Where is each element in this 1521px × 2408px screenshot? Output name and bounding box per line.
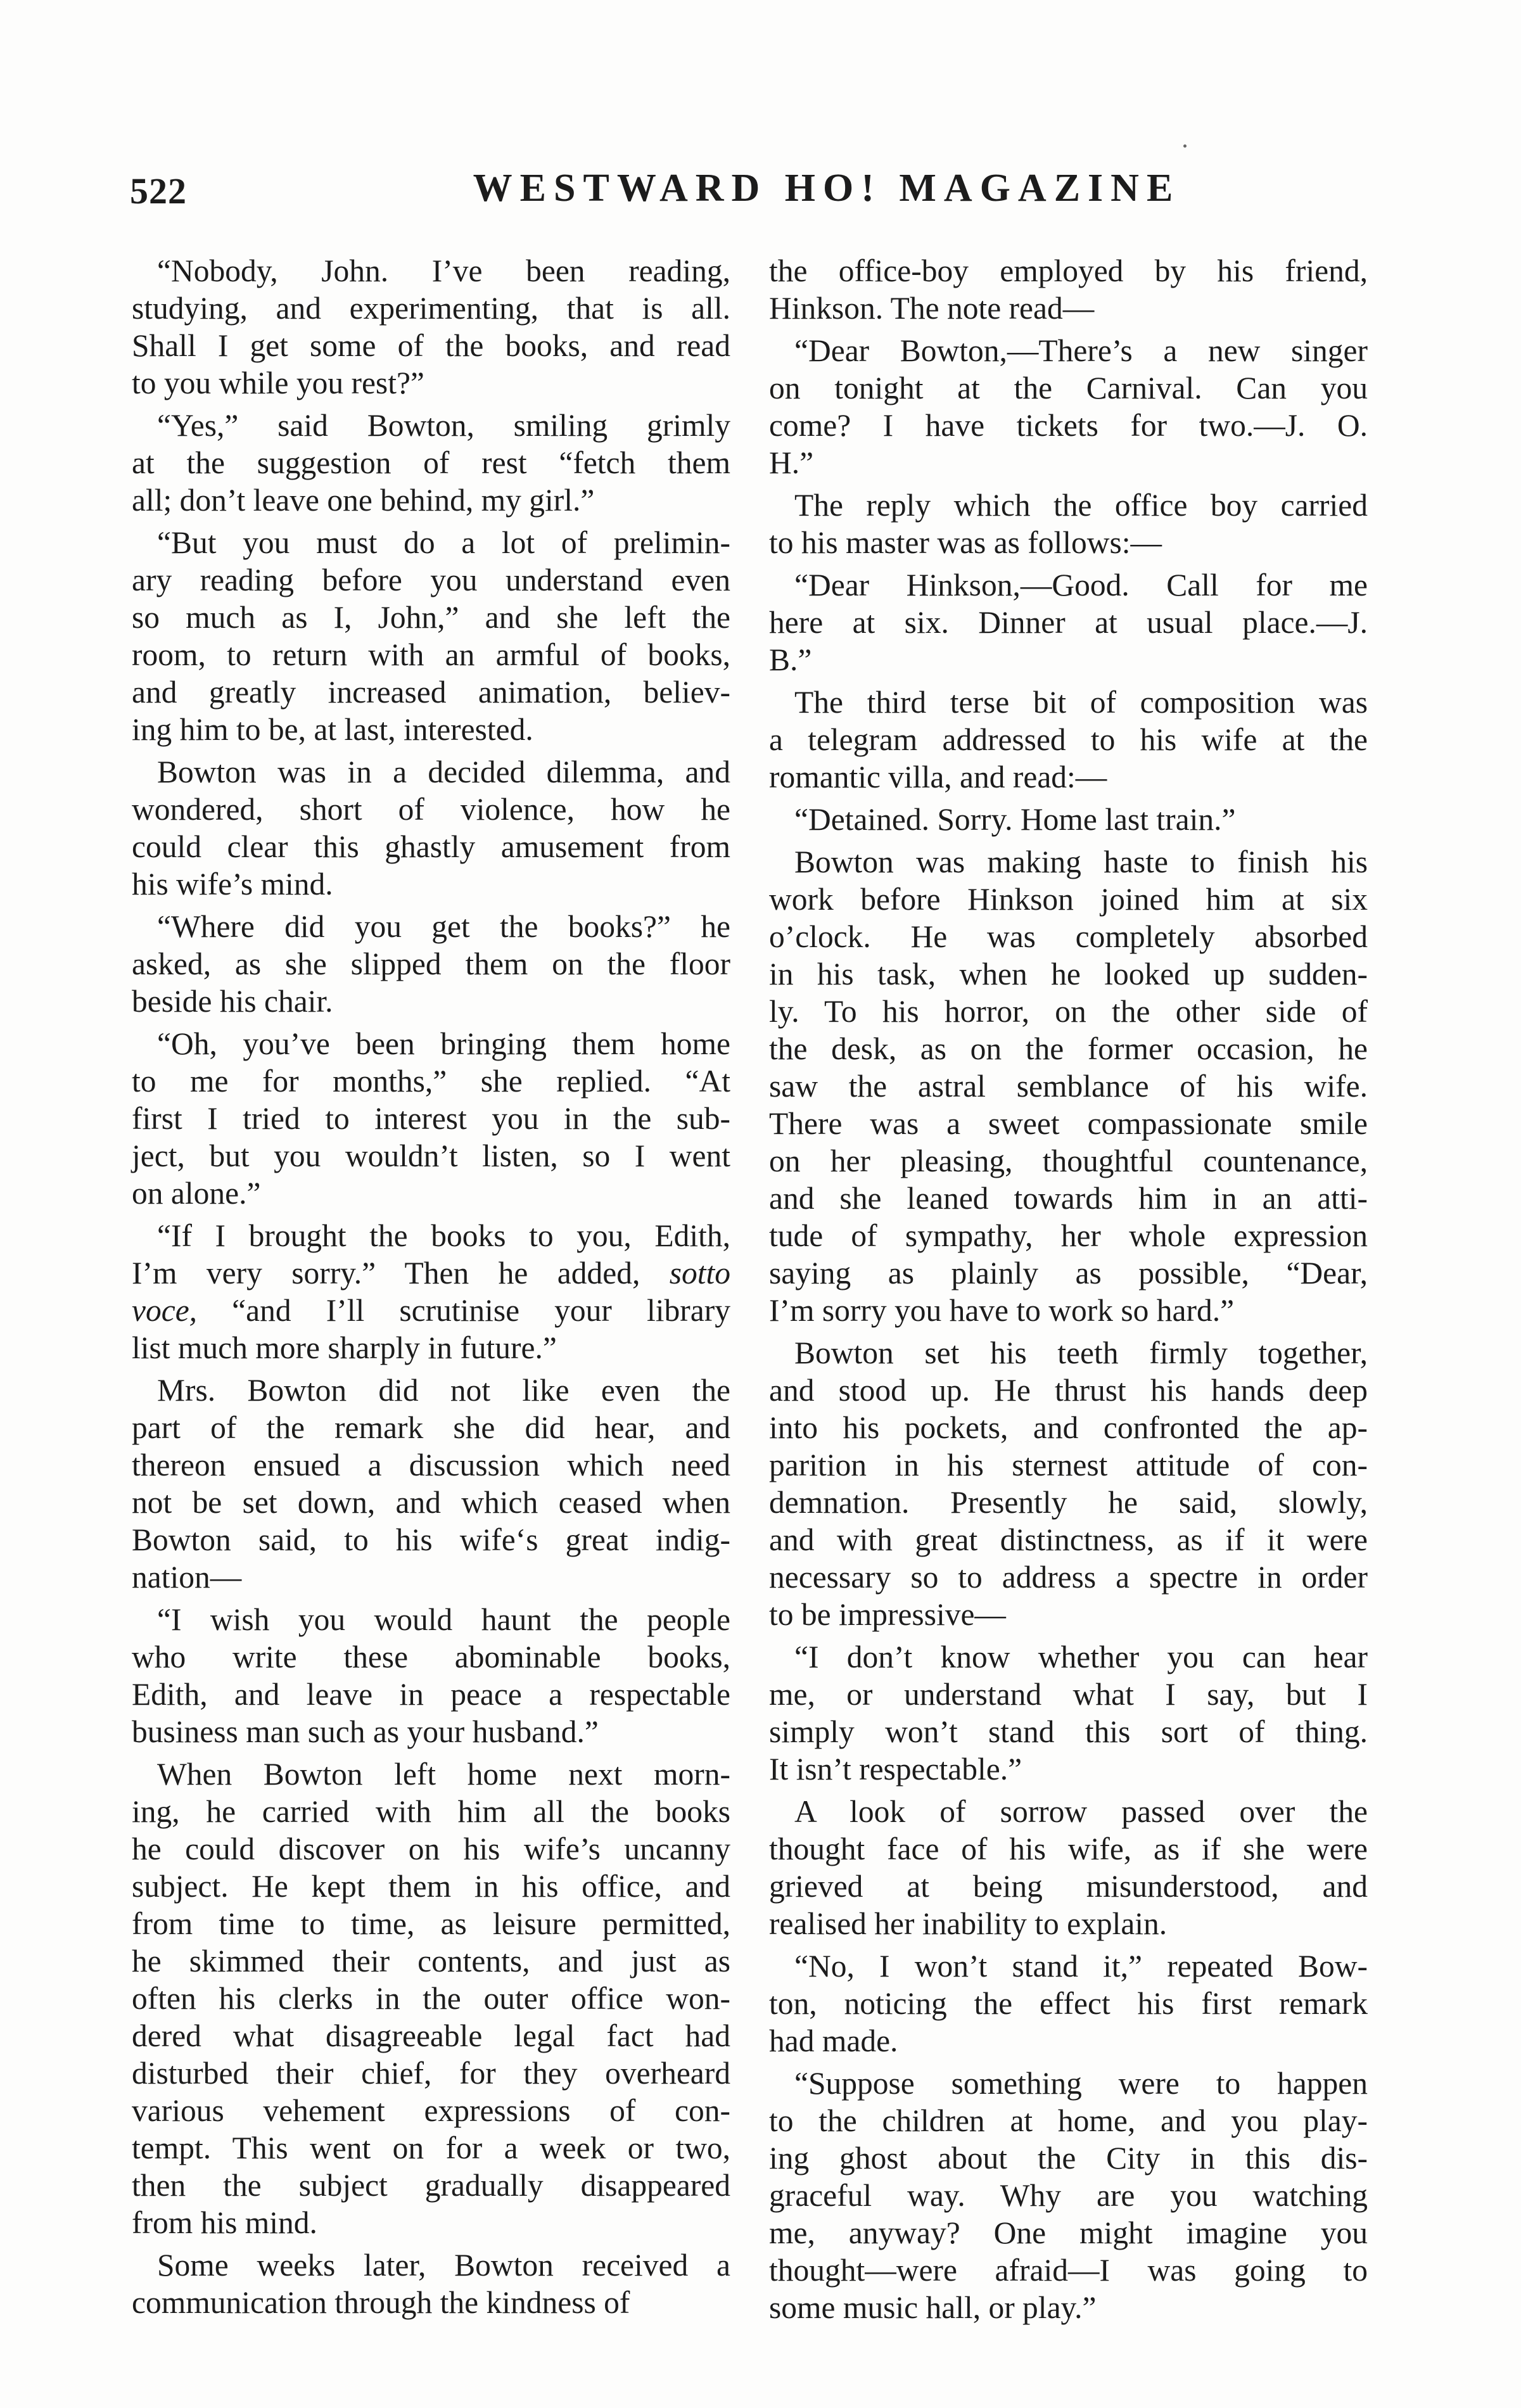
paragraph — [132, 1217, 730, 1366]
text-line: grieved at being misunderstood, and — [769, 1869, 1368, 1904]
text-line: studying, and experimenting, that is all. — [132, 291, 730, 326]
text-line: and with great distinctness, as if it were — [769, 1522, 1368, 1557]
text-line: not be set down, and which ceased when — [132, 1485, 730, 1520]
text-line: first I tried to interest you in the sub- — [132, 1101, 730, 1136]
text-line: “Dear Hinkson,—Good. Call for me — [794, 568, 1368, 602]
text-line: part of the remark she did hear, and — [132, 1410, 730, 1445]
paragraph — [132, 2246, 730, 2321]
text-line: various vehement expressions of con- — [132, 2093, 730, 2128]
text-line: I’m very sorry.” Then he added, sotto — [132, 1256, 730, 1290]
text-line: saw the astral semblance of his wife. — [769, 1069, 1368, 1104]
text-line: Shall I get some of the books, and read — [132, 328, 730, 363]
text-line: romantic villa, and read:— — [769, 760, 1107, 794]
paragraph — [769, 332, 1368, 481]
text-line: wondered, short of violence, how he — [132, 792, 730, 827]
text-line: into his pockets, and confronted the ap- — [769, 1410, 1368, 1445]
text-line: me, or understand what I say, but I — [769, 1677, 1368, 1712]
paragraph — [769, 684, 1368, 796]
paragraph — [769, 1638, 1368, 1788]
text-line: tempt. This went on for a week or two, — [132, 2131, 730, 2165]
paragraph — [769, 252, 1368, 327]
text-line: to you while you rest?” — [132, 366, 424, 400]
text-line: his wife’s mind. — [132, 867, 333, 901]
text-line: ton, noticing the effect his first remark — [769, 1986, 1368, 2021]
text-line: nation— — [132, 1560, 242, 1595]
text-line: Mrs. Bowton did not like even the — [157, 1373, 730, 1408]
text-line: I’m sorry you have to work so hard.” — [769, 1293, 1235, 1328]
text-line: demnation. Presently he said, slowly, — [769, 1485, 1368, 1520]
text-line: in his task, when he looked up sudden- — [769, 957, 1368, 991]
text-line: tude of sympathy, her whole expression — [769, 1218, 1368, 1253]
text-line: saying as plainly as possible, “Dear, — [769, 1256, 1368, 1290]
text-line: work before Hinkson joined him at six — [769, 882, 1368, 917]
text-line: realised her inability to explain. — [769, 1906, 1168, 1941]
paragraph — [132, 252, 730, 402]
text-line: When Bowton left home next morn- — [157, 1757, 730, 1792]
text-line: Bowton was making haste to finish his — [794, 844, 1368, 879]
text-line: “Yes,” said Bowton, smiling grimly — [157, 408, 730, 443]
text-line: thought face of his wife, as if she were — [769, 1831, 1368, 1866]
paragraph — [132, 1372, 730, 1596]
text-line: “But you must do a lot of prelimin- — [157, 525, 730, 560]
text-line: ary reading before you understand even — [132, 563, 730, 597]
text-line: Some weeks later, Bowton received a — [157, 2248, 730, 2283]
text-line: ing, he carried with him all the books — [132, 1794, 730, 1829]
text-line: H.” — [769, 445, 814, 480]
text-line: and stood up. He thrust his hands deep — [769, 1373, 1368, 1408]
text-line: “Nobody, John. I’ve been reading, — [157, 253, 730, 288]
text-line: on her pleasing, thoughtful countenance, — [769, 1143, 1368, 1178]
paragraph — [769, 1334, 1368, 1633]
text-line: The reply which the office boy carried — [794, 488, 1368, 523]
text-line: o’clock. He was completely absorbed — [769, 919, 1368, 954]
paragraph — [769, 2065, 1368, 2326]
text-line: simply won’t stand this sort of thing. — [769, 1714, 1368, 1749]
text-line: parition in his sternest attitude of con- — [769, 1448, 1368, 1482]
text-line: “If I brought the books to you, Edith, — [157, 1218, 730, 1253]
right-text-column — [769, 252, 1368, 2326]
paragraph — [769, 566, 1368, 678]
text-line: There was a sweet compassionate smile — [769, 1106, 1368, 1141]
text-line: come? I have tickets for two.—J. O. — [769, 408, 1368, 443]
paragraph — [132, 407, 730, 519]
text-line: he skimmed their contents, and just as — [132, 1944, 730, 1978]
text-line: ly. To his horror, on the other side of — [769, 994, 1368, 1029]
text-line: “I don’t know whether you can hear — [794, 1640, 1368, 1674]
text-line: The third terse bit of composition was — [794, 685, 1368, 720]
text-line: beside his chair. — [132, 984, 333, 1019]
text-line: thereon ensued a discussion which need — [132, 1448, 730, 1482]
text-line: ing him to be, at last, interested. — [132, 712, 533, 747]
text-line: business man such as your husband.” — [132, 1714, 599, 1749]
text-line: “Where did you get the books?” he — [157, 909, 730, 944]
text-line: often his clerks in the outer office won- — [132, 1981, 730, 2016]
text-line: on alone.” — [132, 1176, 261, 1211]
text-line: to his master was as follows:— — [769, 525, 1162, 560]
text-line: ing ghost about the City in this dis- — [769, 2141, 1368, 2175]
text-line: from time to time, as leisure permitted, — [132, 1906, 730, 1941]
paragraph — [132, 1755, 730, 2241]
left-text-column — [132, 252, 730, 2321]
page-header — [130, 166, 1371, 217]
text-line: “Oh, you’ve been bringing them home — [157, 1026, 730, 1061]
text-line: “Detained. Sorry. Home last train.” — [794, 802, 1236, 837]
paragraph — [769, 1793, 1368, 1942]
text-line: “I wish you would haunt the people — [157, 1602, 730, 1637]
text-line: so much as I, John,” and she left the — [132, 600, 730, 635]
text-line: then the subject gradually disappeared — [132, 2168, 730, 2203]
text-line: at the suggestion of rest “fetch them — [132, 445, 730, 480]
text-line: all; don’t leave one behind, my girl.” — [132, 483, 595, 518]
printing-speck — [1183, 144, 1187, 148]
text-line: from his mind. — [132, 2205, 317, 2240]
paragraph — [132, 908, 730, 1020]
paragraph — [132, 1025, 730, 1212]
paragraph — [132, 753, 730, 903]
text-line: and greatly increased animation, believ- — [132, 675, 730, 710]
page-number: 522 — [130, 170, 187, 212]
text-line: “Dear Bowton,—There’s a new singer — [794, 333, 1368, 368]
text-line: here at six. Dinner at usual place.—J. — [769, 605, 1368, 640]
text-line: to the children at home, and you play- — [769, 2103, 1368, 2138]
text-line: necessary so to address a spectre in order — [769, 1560, 1368, 1595]
text-line: voce, “and I’ll scrutinise your library — [132, 1293, 730, 1328]
text-line: graceful way. Why are you watching — [769, 2178, 1368, 2213]
paragraph — [769, 801, 1368, 838]
paragraph — [132, 524, 730, 748]
text-line: Hinkson. The note read— — [769, 291, 1095, 326]
text-line: had made. — [769, 2023, 898, 2058]
text-line: dered what disagreeable legal fact had — [132, 2018, 730, 2053]
text-line: Bowton set his teeth firmly together, — [794, 1335, 1368, 1370]
text-line: list much more sharply in future.” — [132, 1330, 557, 1365]
text-line: asked, as she slipped them on the floor — [132, 946, 730, 981]
text-line: “No, I won’t stand it,” repeated Bow- — [794, 1949, 1368, 1984]
text-line: disturbed their chief, for they overheard — [132, 2056, 730, 2091]
text-line: could clear this ghastly amusement from — [132, 829, 730, 864]
text-line: to me for months,” she replied. “At — [132, 1064, 730, 1099]
text-line: to be impressive— — [769, 1597, 1006, 1632]
text-line: Edith, and leave in peace a respectable — [132, 1677, 730, 1712]
text-line: me, anyway? One might imagine you — [769, 2215, 1368, 2250]
text-line: and she leaned towards him in an atti- — [769, 1181, 1368, 1216]
text-line: room, to return with an armful of books, — [132, 637, 730, 672]
text-line: thought—were afraid—I was going to — [769, 2253, 1368, 2288]
paragraph — [769, 487, 1368, 561]
text-line: subject. He kept them in his office, and — [132, 1869, 730, 1904]
text-line: communication through the kindness of — [132, 2285, 630, 2320]
text-line: It isn’t respectable.” — [769, 1752, 1022, 1787]
text-line: the office-boy employed by his friend, — [769, 253, 1368, 288]
text-line: he could discover on his wife’s uncanny — [132, 1831, 730, 1866]
text-line: B.” — [769, 642, 812, 677]
paragraph — [769, 843, 1368, 1329]
text-line: on tonight at the Carnival. Can you — [769, 371, 1368, 405]
running-title: WESTWARD HO! MAGAZINE — [473, 167, 1181, 210]
text-line: ject, but you wouldn’t listen, so I went — [132, 1138, 730, 1173]
text-line: Bowton was in a decided dilemma, and — [157, 755, 730, 789]
text-line: who write these abominable books, — [132, 1640, 730, 1674]
text-line: A look of sorrow passed over the — [794, 1794, 1368, 1829]
paragraph — [132, 1601, 730, 1750]
paragraph — [769, 1947, 1368, 2060]
text-line: “Suppose something were to happen — [794, 2066, 1368, 2101]
text-line: some music hall, or play.” — [769, 2290, 1097, 2325]
text-line: Bowton said, to his wife‘s great indig- — [132, 1522, 730, 1557]
text-line: a telegram addressed to his wife at the — [769, 722, 1368, 757]
text-line: the desk, as on the former occasion, he — [769, 1031, 1368, 1066]
